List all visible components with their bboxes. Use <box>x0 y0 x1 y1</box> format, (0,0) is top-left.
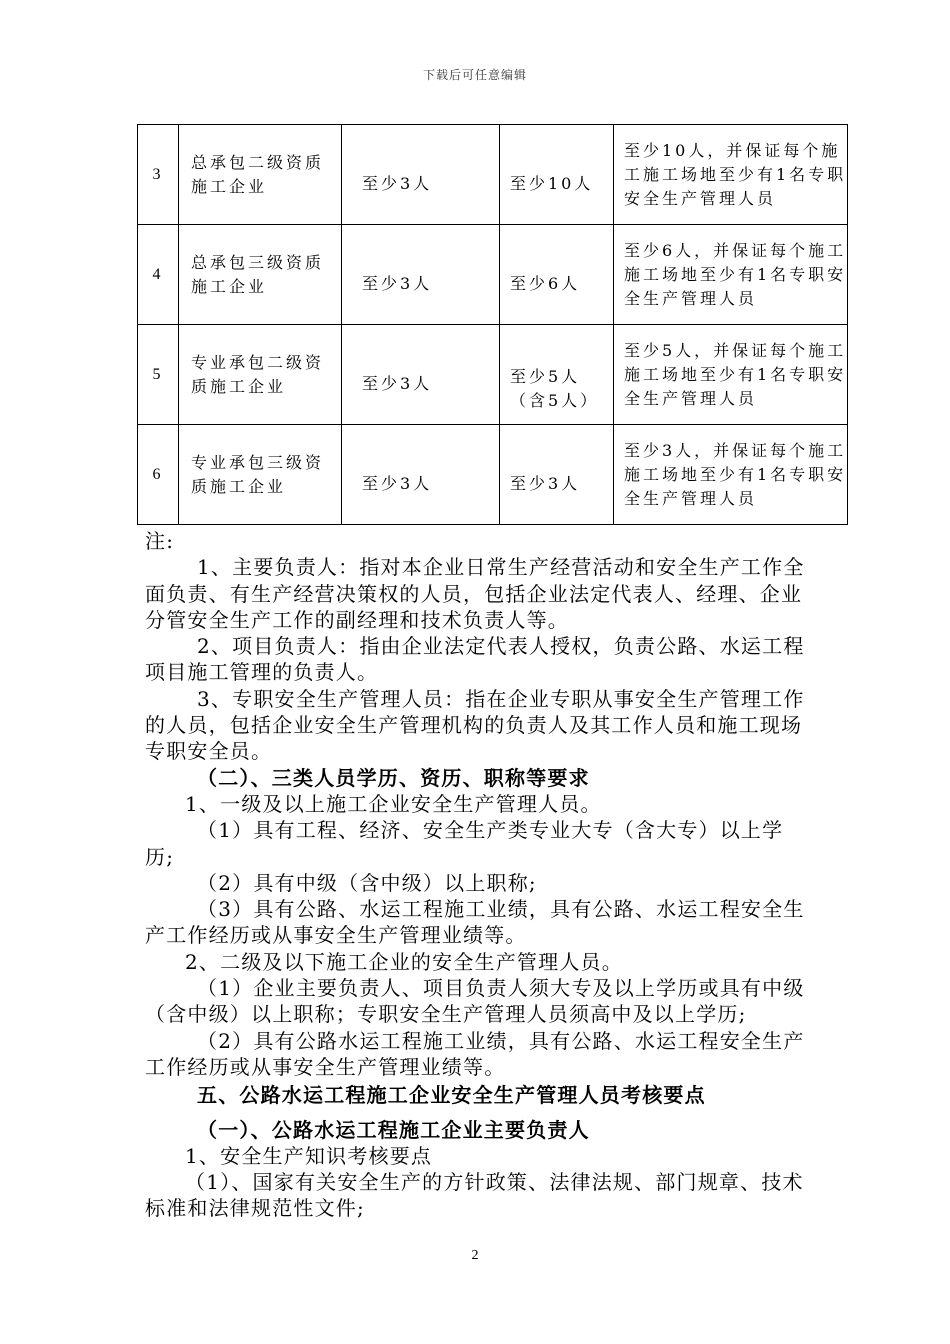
paragraph: 1、主要负责人：指对本企业日常生产经营活动和安全生产工作全面负责、有生产经营决策权的人员，包括企业法定代表人、经理、企业分管安全生产工作的副经理和技术负责人等。 <box>145 555 805 632</box>
paragraph: （1）企业主要负责人、项目负责人须大专及以上学历或具有中级（含中级）以上职称；专职安全生产管理人员须高中及以上学历; <box>145 976 805 1027</box>
row-number: 3 <box>138 125 179 225</box>
project-responsible-count: 至少10人 <box>510 173 594 193</box>
project-responsible-count: 至少6人 <box>510 273 581 293</box>
main-responsible-count: 至少3人 <box>362 273 433 293</box>
enterprise-type: 总承包二级资质施工企业 <box>179 125 342 225</box>
table-row <box>138 125 848 225</box>
paragraph: （3）具有公路、水运工程施工业绩，具有公路、水运工程安全生产工作经历或从事安全生产管理业绩等。 <box>145 897 805 948</box>
safety-manager-count: 至少5人，并保证每个施工施工场地至少有1名专职安全生产管理人员 <box>614 325 848 425</box>
row-number: 5 <box>138 325 179 425</box>
paragraph: 1、一级及以上施工企业安全生产管理人员。 <box>185 791 602 816</box>
page-header: 下载后可任意编辑 <box>422 68 527 82</box>
section-heading: （一）、公路水运工程施工企业主要负责人 <box>197 1117 590 1142</box>
paragraph: 3、专职安全生产管理人员：指在企业专职从事安全生产管理工作的人员，包括企业安全生产管理机构的负责人及其工作人员和施工现场专职安全员。 <box>145 686 805 764</box>
safety-manager-count: 至少6人，并保证每个施工施工场地至少有1名专职安全生产管理人员 <box>614 225 848 325</box>
paragraph: （2）具有公路水运工程施工业绩，具有公路、水运工程安全生产工作经历或从事安全生产管理业绩等。 <box>145 1028 805 1079</box>
paragraph: （1）、国家有关安全生产的方针政策、法律法规、部门规章、技术标准和法律规范性文件; <box>145 1170 804 1221</box>
paragraph: 2、二级及以下施工企业的安全生产管理人员。 <box>185 949 623 974</box>
paragraph: （1）具有工程、经济、安全生产类专业大专（含大专）以上学历; <box>145 818 784 869</box>
table-row <box>138 325 848 425</box>
main-responsible-count: 至少3人 <box>362 173 433 193</box>
body-text <box>145 528 810 1222</box>
table-row <box>138 425 848 525</box>
paragraph: （2）具有中级（含中级）以上职称; <box>197 870 537 895</box>
paragraph: 1、安全生产知识考核要点 <box>185 1143 433 1168</box>
note-label: 注: <box>145 529 175 553</box>
enterprise-type: 总承包三级资质施工企业 <box>179 225 342 325</box>
page-number: 2 <box>471 1248 479 1263</box>
row-number: 6 <box>138 425 179 525</box>
main-responsible-count: 至少3人 <box>362 473 433 493</box>
main-responsible-count: 至少3人 <box>362 373 433 393</box>
row-number: 4 <box>138 225 179 325</box>
chapter-heading: 五、公路水运工程施工企业安全生产管理人员考核要点 <box>197 1083 706 1108</box>
project-responsible-count: 至少5人（含5人） <box>510 366 600 410</box>
project-responsible-count: 至少3人 <box>510 473 581 493</box>
enterprise-type: 专业承包三级资质施工企业 <box>179 425 342 525</box>
safety-manager-count: 至少3人，并保证每个施工施工场地至少有1名专职安全生产管理人员 <box>614 425 848 525</box>
requirements-table <box>137 124 848 525</box>
paragraph: 2、项目负责人：指由企业法定代表人授权，负责公路、水运工程项目施工管理的负责人。 <box>145 634 805 685</box>
section-heading: （二）、三类人员学历、资历、职称等要求 <box>197 765 590 790</box>
safety-manager-count: 至少10人，并保证每个施工施工场地至少有1名专职安全生产管理人员 <box>614 125 848 225</box>
table-row <box>138 225 848 325</box>
enterprise-type: 专业承包二级资质施工企业 <box>179 325 342 425</box>
